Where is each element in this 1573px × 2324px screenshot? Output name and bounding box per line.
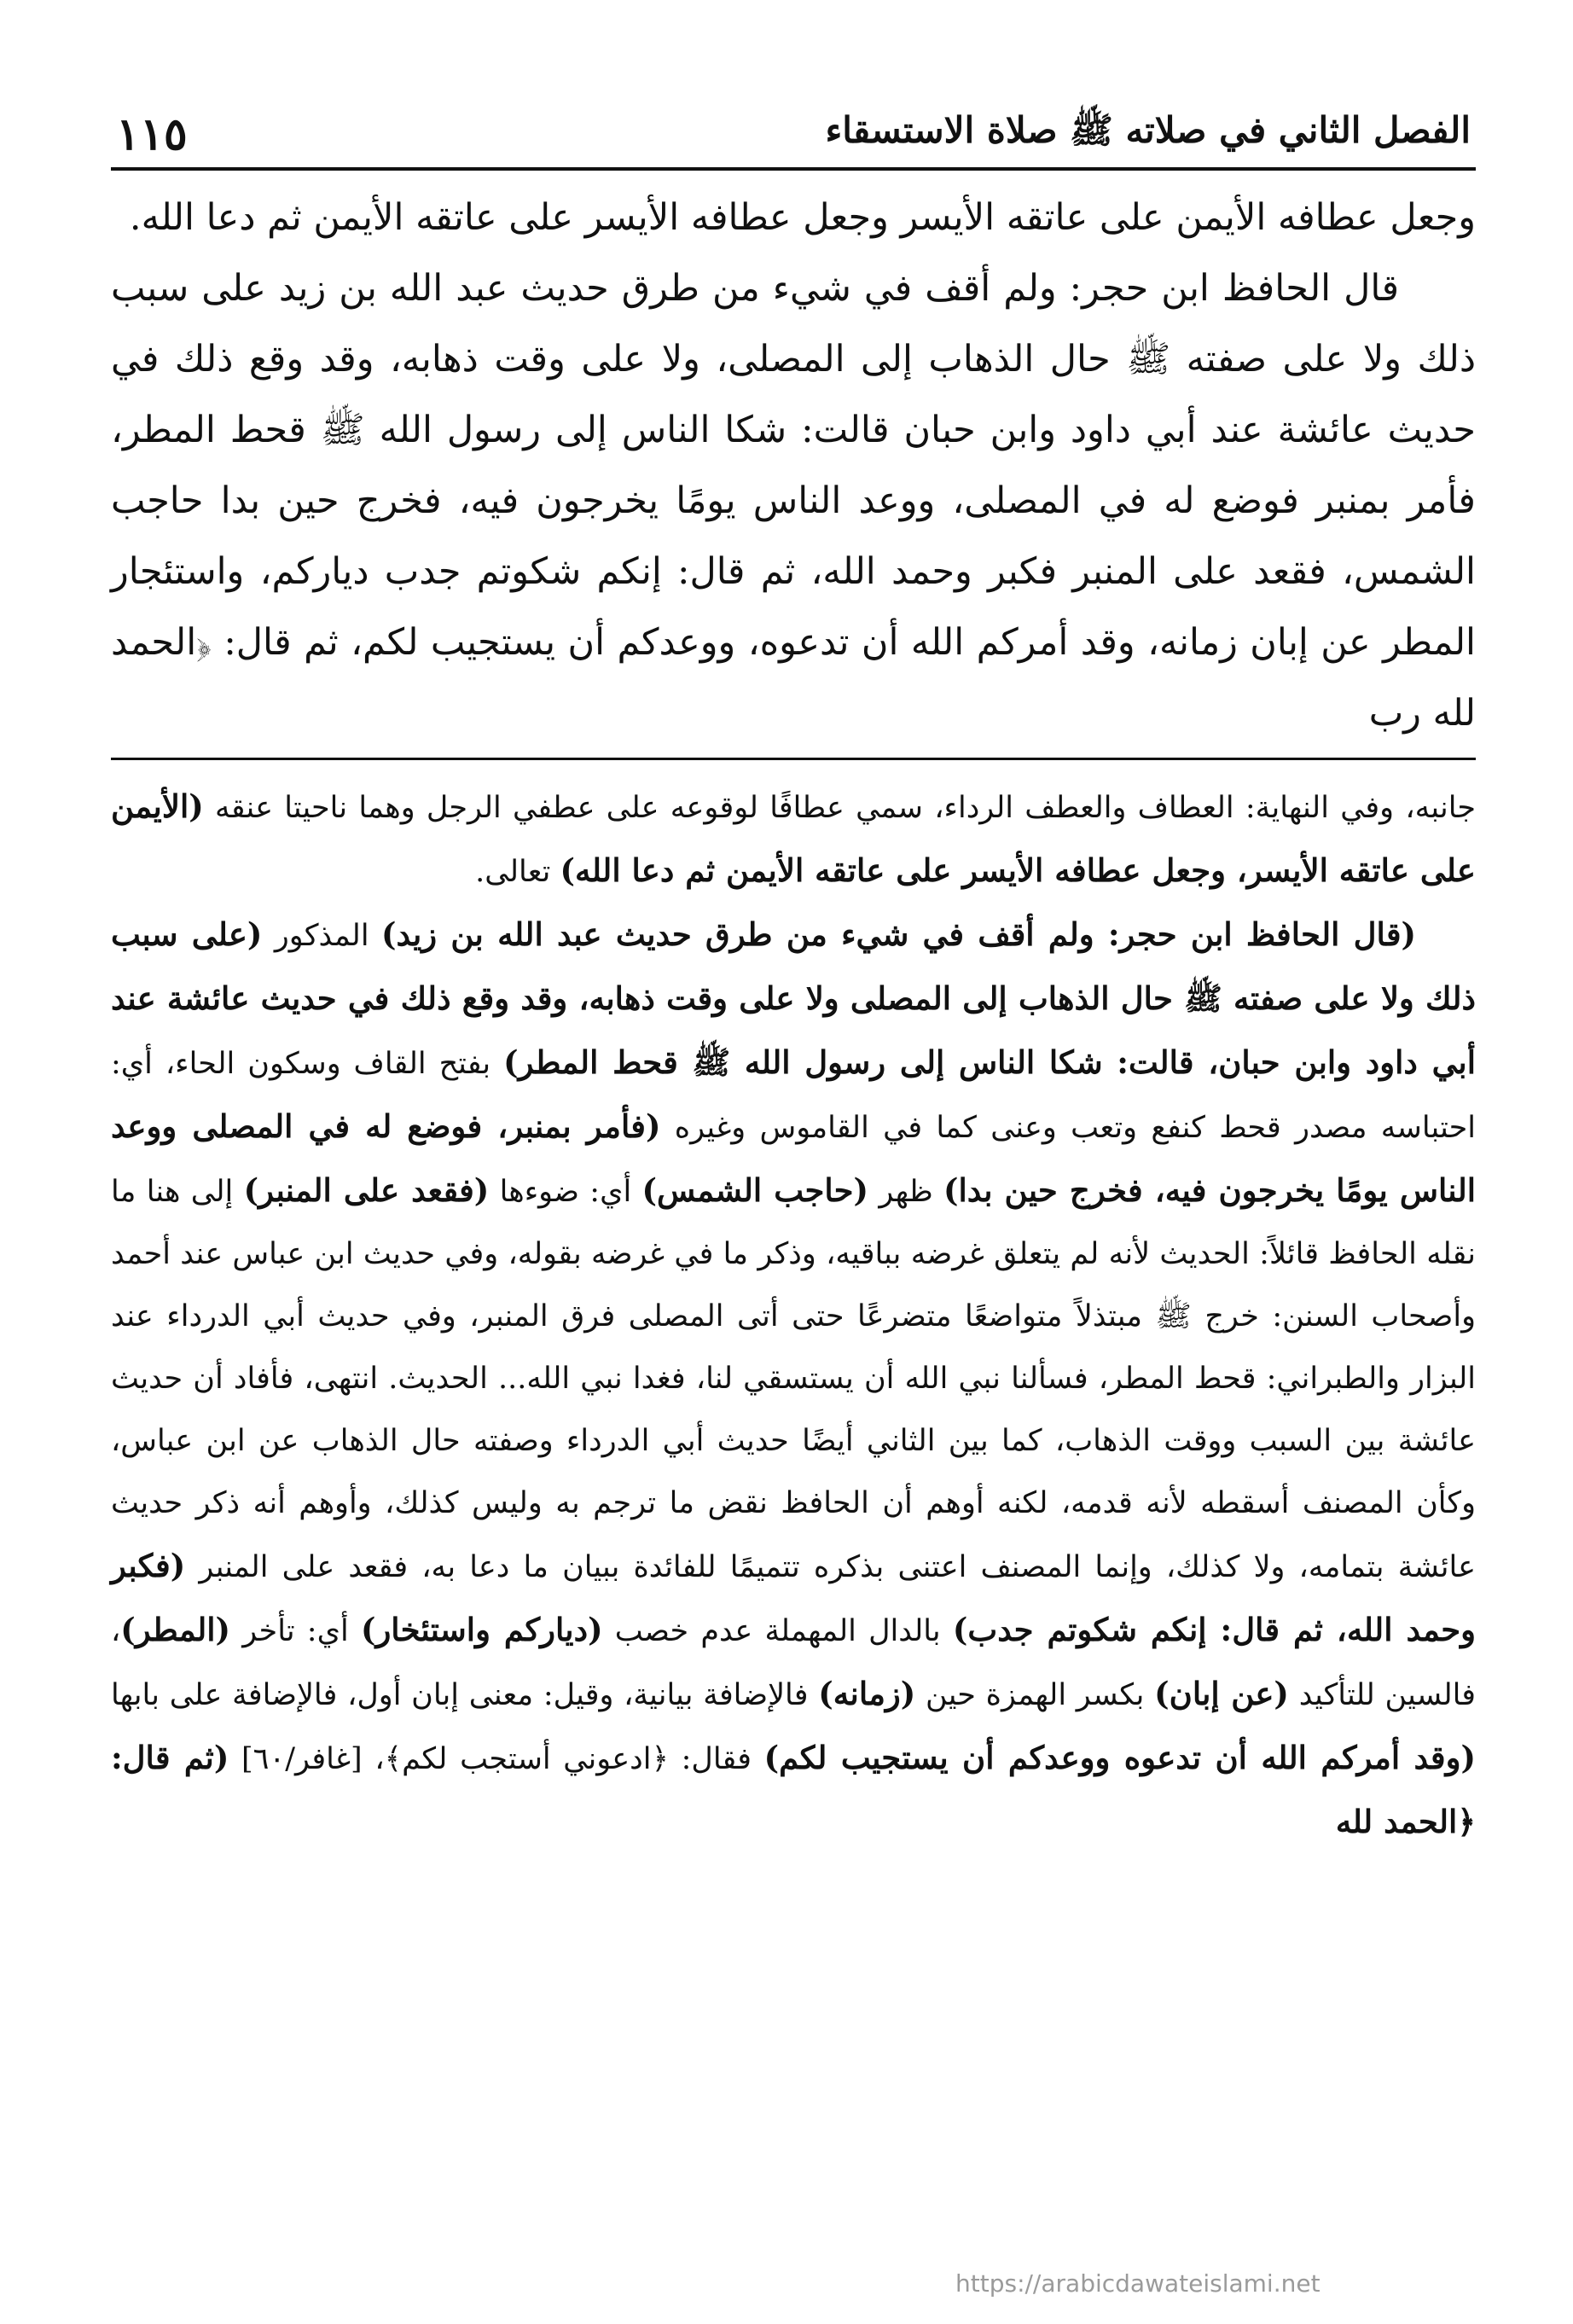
commentary-text: المذكور (262, 919, 382, 953)
commentary-paragraph-2 (111, 903, 1476, 1855)
commentary-text: ظهر (868, 1175, 943, 1209)
quoted-text: (فكبر وحمد الله، ثم قال: إنكم شكوتم جدب) (111, 1547, 1477, 1648)
quoted-text: (فقعد على المنبر) (243, 1171, 490, 1209)
page-number: ١١٥ (116, 108, 188, 160)
main-paragraph-2: قال الحافظ ابن حجر: ولم أقف في شيء من طرق حديث عبد الله بن زيد على سبب ذلك ولا على صفته ﷺ حال الذهاب إلى المصلى، ولا على وقت ذهابه، وقد وقع ذلك في حديث عائشة عند أبي داود وابن حبان قالت: شكا الناس إلى رسول الله ﷺ قحط المطر، فأمر بمنبر فوضع له في المصلى، ووعد الناس يومًا يخرجون فيه، فخرج حين بدا حاجب الشمس، فقعد على المنبر فكبر وحمد الله، ثم قال: إنكم شكوتم جدب دياركم، واستئجار المطر عن إبان زمانه، وقد أمركم الله أن تدعوه، ووعدكم أن يستجيب لكم، ثم قال: ﴿الحمد لله رب (111, 267, 1476, 735)
footnote-divider (111, 758, 1476, 760)
quoted-text: (وقد أمركم الله أن تدعوه ووعدكم أن يستجيب لكم) (763, 1739, 1476, 1776)
quoted-text: (دياركم واستئخار) (360, 1611, 603, 1648)
commentary-text: فقال: ﴿ادعوني أستجب لكم﴾، [غافر/٦٠] (229, 1742, 764, 1776)
book-page (111, 94, 1476, 2278)
commentary-text: تعالى. (475, 855, 560, 889)
main-text (111, 183, 1476, 749)
quoted-text: (حاجب الشمس) (641, 1171, 869, 1209)
quoted-text: (ثم قال: ﴿الحمد لله (111, 1739, 1476, 1840)
commentary-text: فالإضافة بيانية، وقيل: معنى إبان أول، فالإضافة على بابها (111, 1678, 819, 1712)
quoted-text: (عن إبان) (1154, 1675, 1289, 1712)
commentary-text: ، فالسين للتأكيد (111, 1614, 1477, 1712)
quoted-text: (على سبب ذلك ولا على صفته ﷺ حال الذهاب إلى المصلى ولا على وقت ذهابه، وقد وقع ذلك في حديث عائشة عند أبي داود وابن حبان، قالت: شكا الناس إلى رسول الله ﷺ قحط المطر) (111, 915, 1476, 1081)
commentary-paragraph-1 (111, 776, 1476, 903)
page-header (111, 94, 1476, 171)
commentary-text: أي: تأخر (230, 1614, 361, 1648)
commentary-text: بفتح القاف وسكون الحاء، أي: احتباسه مصدر قحط كنفع وتعب وعنى كما في القاموس وغيره (111, 1047, 1476, 1145)
quoted-text: (قال الحافظ ابن حجر: ولم أقف في شيء من طرق حديث عبد الله بن زيد) (381, 915, 1417, 953)
chapter-title: الفصل الثاني في صلاته ﷺ صلاة الاستسقاء (825, 109, 1471, 151)
commentary-section (111, 776, 1476, 1855)
quoted-text: (المطر) (120, 1611, 231, 1648)
commentary-text: بكسر الهمزة حين (915, 1678, 1155, 1712)
commentary-text: بالدال المهملة عدم خصب (602, 1614, 953, 1648)
quoted-text: (الأيمن على عاتقه الأيسر، وجعل عطافه الأيسر على عاتقه الأيمن ثم دعا الله) (111, 787, 1476, 889)
commentary-text: إلى هنا ما نقله الحافظ قائلاً: الحديث لأنه لم يتعلق غرضه بباقيه، وذكر ما في غرضه بقوله، وفي حديث ابن عباس عند أحمد وأصحاب السنن: خرج ﷺ مبتذلاً متواضعًا متضرعًا حتى أتى المصلى فرق المنبر، وفي حديث أبي الدرداء عند البزار والطبراني: قحط المطر، فسألنا نبي الله أن يستسقي لنا، فغدا نبي الله... الحديث. انتهى، فأفاد أن حديث عائشة بين السبب ووقت الذهاب، كما بين الثاني أيضًا حديث أبي الدرداء وصفته حال الذهاب عن ابن عباس، وكأن المصنف أسقطه لأنه قدمه، لكنه أوهم أن الحافظ نقض ما ترجم به وليس كذلك، وأوهم أنه ذكر حديث عائشة بتمامه، ولا كذلك، وإنما المصنف اعتنى بذكره تتميمًا للفائدة ببيان ما دعا به، فقعد على المنبر (111, 1175, 1476, 1584)
watermark-url: https://arabicdawateislami.net (955, 2269, 1321, 2298)
main-paragraph-1: وجعل عطافه الأيمن على عاتقه الأيسر وجعل عطافه الأيسر على عاتقه الأيمن ثم دعا الله. (129, 196, 1476, 239)
commentary-text: جانبه، وفي النهاية: العطاف والعطف الرداء، سمي عطافًا لوقوعه على عطفي الرجل وهما ناحيتا عنقه (203, 791, 1476, 825)
commentary-text: أي: ضوءها (489, 1175, 642, 1209)
quoted-text: (فأمر بمنبر، فوضع له في المصلى ووعد الناس يومًا يخرجون فيه، فخرج حين بدا) (111, 1107, 1477, 1209)
quoted-text: (زمانه) (818, 1675, 916, 1712)
